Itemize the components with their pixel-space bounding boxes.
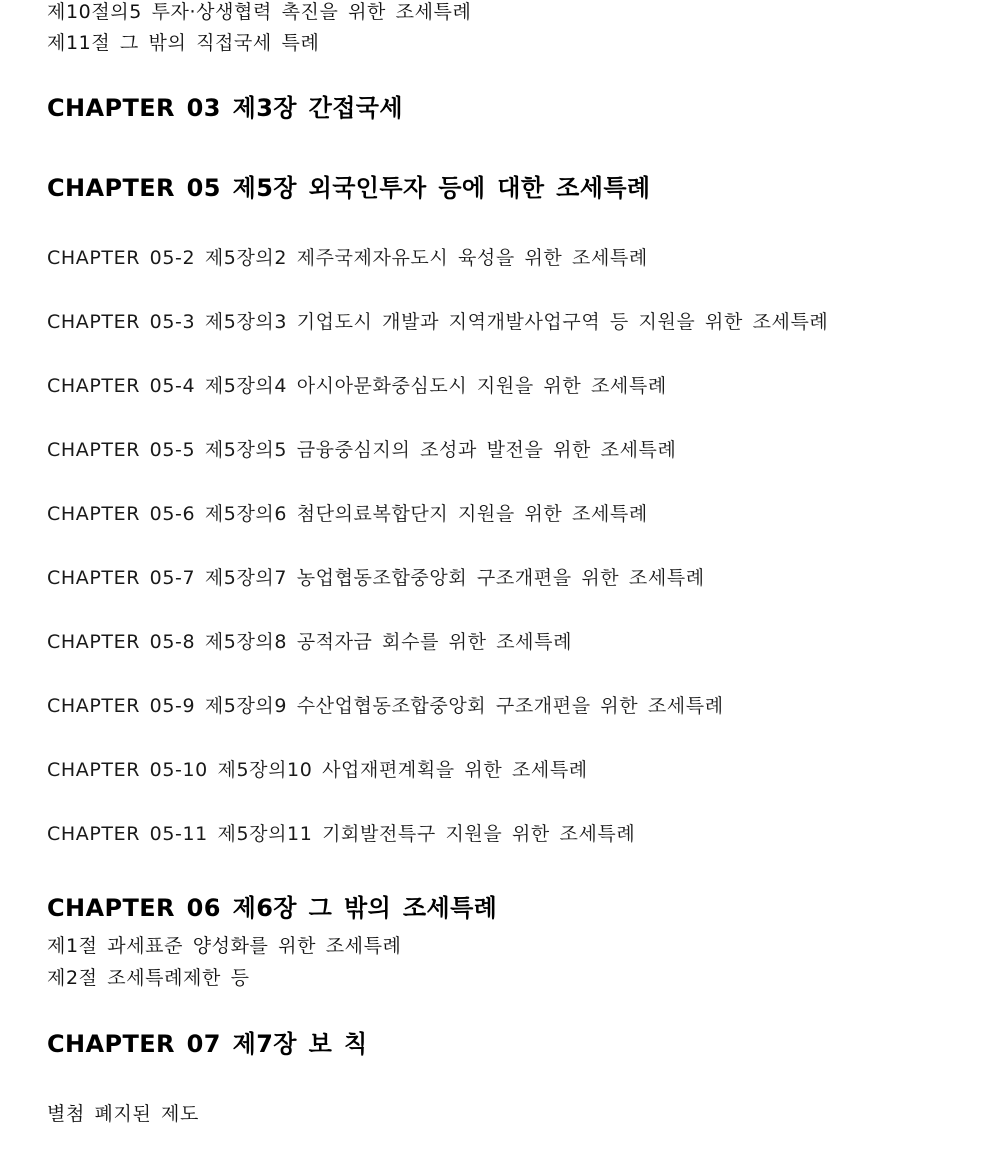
chapter-05-heading[interactable]: CHAPTER 05 제5장 외국인투자 등에 대한 조세특례 — [47, 174, 651, 202]
chapter-03-heading[interactable]: CHAPTER 03 제3장 간접국세 — [47, 94, 403, 122]
chapter-07-heading[interactable]: CHAPTER 07 제7장 보 칙 — [47, 1030, 368, 1058]
chapter-05-11[interactable]: CHAPTER 05-11 제5장의11 기회발전특구 지원을 위한 조세특례 — [47, 823, 636, 845]
section-11[interactable]: 제11절 그 밖의 직접국세 특례 — [47, 32, 320, 54]
section-10-5[interactable]: 제10절의5 투자·상생협력 촉진을 위한 조세특례 — [47, 1, 472, 23]
chapter-05-5[interactable]: CHAPTER 05-5 제5장의5 금융중심지의 조성과 발전을 위한 조세특례 — [47, 439, 677, 461]
chapter-05-6[interactable]: CHAPTER 05-6 제5장의6 첨단의료복합단지 지원을 위한 조세특례 — [47, 503, 648, 525]
appendix-abolished-systems[interactable]: 별첨 폐지된 제도 — [47, 1103, 199, 1125]
chapter-05-2[interactable]: CHAPTER 05-2 제5장의2 제주국제자유도시 육성을 위한 조세특례 — [47, 247, 648, 269]
chapter-06-section-2[interactable]: 제2절 조세특례제한 등 — [47, 967, 250, 989]
chapter-05-4[interactable]: CHAPTER 05-4 제5장의4 아시아문화중심도시 지원을 위한 조세특례 — [47, 375, 667, 397]
chapter-05-8[interactable]: CHAPTER 05-8 제5장의8 공적자금 회수를 위한 조세특례 — [47, 631, 573, 653]
chapter-05-9[interactable]: CHAPTER 05-9 제5장의9 수산업협동조합중앙회 구조개편을 위한 조세특례 — [47, 695, 724, 717]
chapter-06-heading[interactable]: CHAPTER 06 제6장 그 밖의 조세특례 — [47, 894, 498, 922]
chapter-05-3[interactable]: CHAPTER 05-3 제5장의3 기업도시 개발과 지역개발사업구역 등 지원을 위한 조세특례 — [47, 311, 829, 333]
chapter-06-section-1[interactable]: 제1절 과세표준 양성화를 위한 조세특례 — [47, 935, 402, 957]
chapter-05-10[interactable]: CHAPTER 05-10 제5장의10 사업재편계획을 위한 조세특례 — [47, 759, 588, 781]
chapter-05-7[interactable]: CHAPTER 05-7 제5장의7 농업협동조합중앙회 구조개편을 위한 조세특례 — [47, 567, 705, 589]
